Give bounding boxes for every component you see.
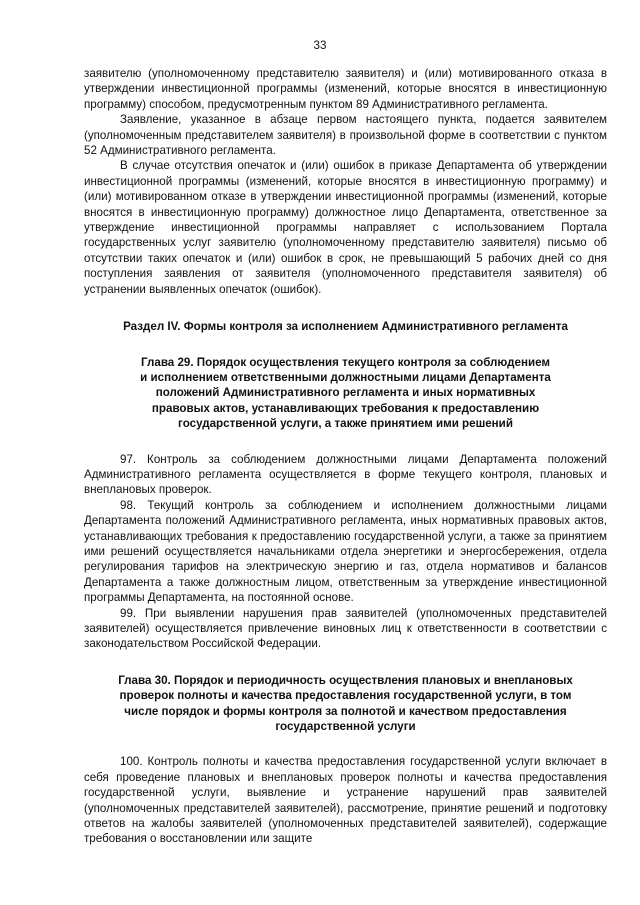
chapter-heading-29 <box>84 355 607 432</box>
chapter-heading-line: государственной услуги, а также принятием ими решений <box>178 417 513 431</box>
chapter-heading-line: Глава 29. Порядок осуществления текущего контроля за соблюдением <box>141 355 550 369</box>
section-heading-iv: Раздел IV. Формы контроля за исполнением Административного регламента <box>123 320 568 334</box>
chapter-heading-line: государственной услуги <box>275 720 416 734</box>
paragraph-97: 97. Контроль за соблюдением должностными лицами Департамента положений Административного регламента осуществляется в форме текущего контроля, плановых и внеплановых проверок. <box>84 452 607 497</box>
chapter-heading-line: и исполнением ответственными должностными лицами Департамента <box>140 370 551 384</box>
page-number: 33 <box>313 39 327 52</box>
paragraph-application: Заявление, указанное в абзаце первом настоящего пункта, подается заявителем (уполномоченным представителем заявителя) в произвольной форме в соответствии с пунктом 52 Административного регламента. <box>84 113 607 158</box>
paragraph-100: 100. Контроль полноты и качества предоставления государственной услуги включает в себя проведение плановых и внеплановых проверок полноты и качества предоставления государственной услуги, выявление и устранение нарушений прав заявителей (уполномоченных представителей заявителей), рассмотрение, принятие решений и подготовку ответов на жалобы заявителей (уполномоченных представителей заявителей), содержащие требования о восстановлении или защите <box>84 755 607 846</box>
chapter-heading-line: Глава 30. Порядок и периодичность осуществления плановых и внеплановых <box>118 673 573 687</box>
paragraph-continuation: заявителю (уполномоченному представителю заявителя) и (или) мотивированного отказа в утверждении инвестиционной программы (изменений, которые вносятся в инвестиционную программу) способом, предусмотренным пунктом 89 Административного регламента. <box>84 67 607 111</box>
paragraph-99: 99. При выявлении нарушения прав заявителей (уполномоченных представителей заявителей) осуществляется привлечение виновных лиц к ответственности в соответствии с законодательством Российской Федерации. <box>84 606 607 651</box>
chapter-heading-line: числе порядок и формы контроля за полнотой и качеством предоставления <box>124 704 567 718</box>
chapter-heading-30 <box>84 673 607 735</box>
chapter-heading-line: положений Административного регламента и иных нормативных <box>155 386 536 400</box>
paragraph-no-errors: В случае отсутствия опечаток и (или) ошибок в приказе Департамента об утверждении инвестиционной программы (изменений, которые вносятся в инвестиционную программу) и (или) мотивированном отказе в утверждении инвестиционной программы (изменений, которые вносятся в инвестиционную программу) должностное лицо Департамента, ответственное за утверждение инвестиционной программы направляет с использованием Портала государственных услуг заявителю (уполномоченному представителю заявителя) письмо об отсутствии таких опечаток и (или) ошибок в срок, не превышающий 5 рабочих дней со дня поступления заявления от заявителя (уполномоченного представителя заявителя) об устранении выявленных опечаток (ошибок). <box>84 159 607 296</box>
chapter-heading-line: правовых актов, устанавливающих требования к предоставлению <box>151 401 540 415</box>
chapter-heading-line: проверок полноты и качества предоставления государственной услуги, в том <box>119 689 572 703</box>
paragraph-98: 98. Текущий контроль за соблюдением и исполнением должностными лицами Департамента положений Административного регламента, иных нормативных правовых актов, устанавливающих требования к предоставлению государственной услуги, а также за принятием ими решений осуществляется начальниками отдела энергетики и энергосбережения, отдела регулирования тарифов на электрическую энергию и газ, отдела нормативов и балансов Департамента а также должностным лицом, ответственным за утверждение инвестиционной программы Департамента, на постоянной основе. <box>84 498 607 605</box>
document-body <box>84 66 607 847</box>
